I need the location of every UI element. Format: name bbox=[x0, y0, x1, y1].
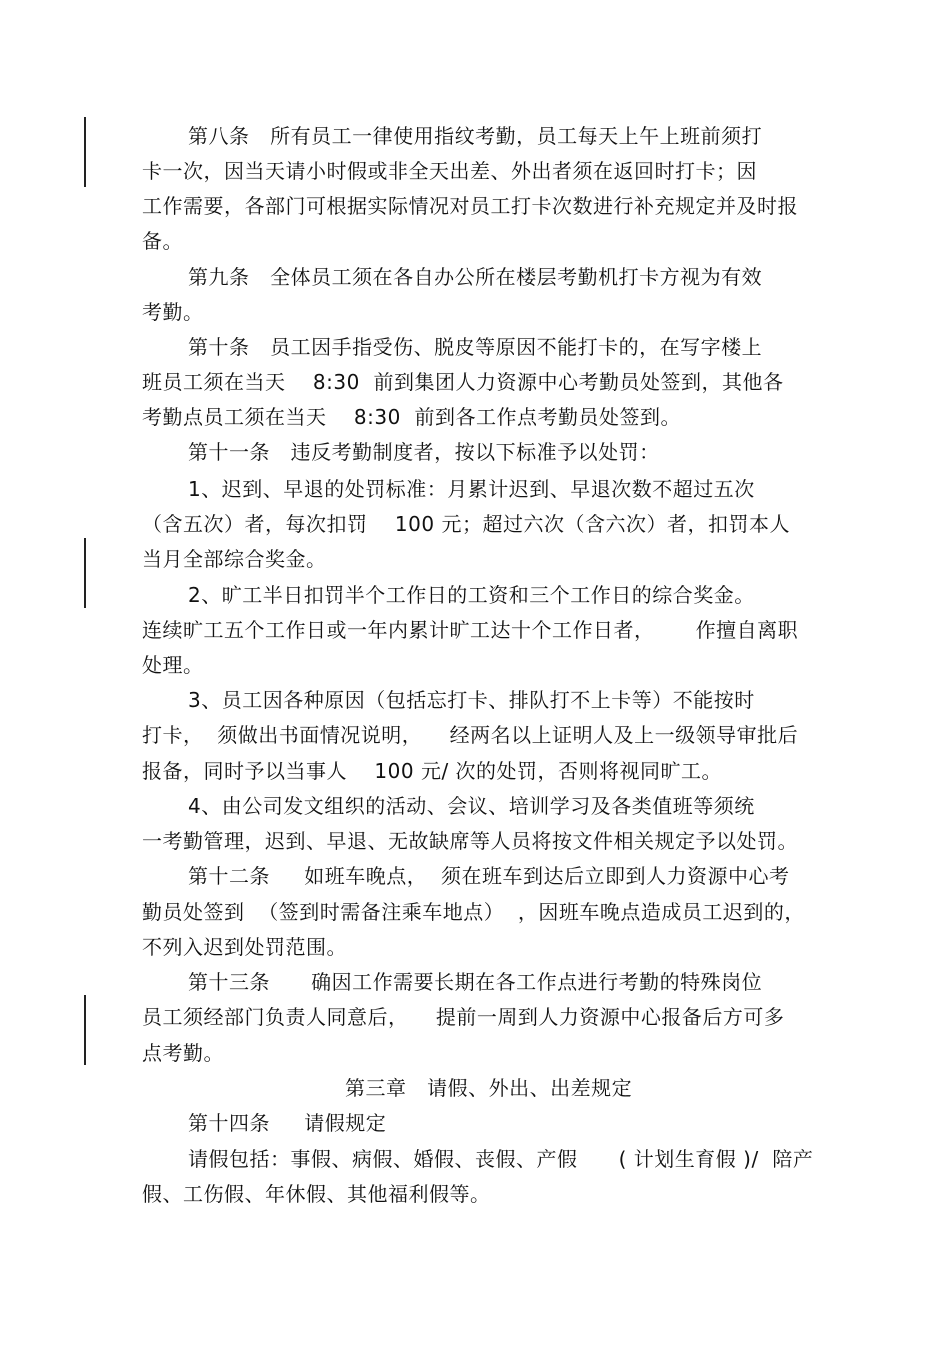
body-line: 班员工须在当天 8:30 前到集团人力资源中心考勤员处签到，其他各 bbox=[142, 370, 784, 394]
body-line: 卡一次，因当天请小时假或非全天出差、外出者须在返回时打卡；因 bbox=[142, 159, 757, 183]
body-line: 打卡， 须做出书面情况说明， 经两名以上证明人及上一级领导审批后 bbox=[142, 723, 799, 747]
body-line: 点考勤。 bbox=[142, 1041, 224, 1065]
list-item-4: 4、由公司发文组织的活动、会议、培训学习及各类值班等须统 bbox=[188, 794, 755, 818]
list-item-2: 2、旷工半日扣罚半个工作日的工资和三个工作日的综合奖金。 bbox=[188, 583, 755, 607]
article-13-line: 第十三条 确因工作需要长期在各工作点进行考勤的特殊岗位 bbox=[188, 970, 763, 994]
article-10-line: 第十条 员工因手指受伤、脱皮等原因不能打卡的，在写字楼上 bbox=[188, 335, 763, 359]
revision-bar bbox=[84, 117, 86, 187]
list-item-3: 3、员工因各种原因（包括忘打卡、排队打不上卡等）不能按时 bbox=[188, 688, 755, 712]
body-line: 考勤点员工须在当天 8:30 前到各工作点考勤员处签到。 bbox=[142, 405, 682, 429]
body-line: 报备，同时予以当事人 100 元/ 次的处罚，否则将视同旷工。 bbox=[142, 759, 723, 783]
article-11-line: 第十一条 违反考勤制度者，按以下标准予以处罚： bbox=[188, 440, 660, 464]
list-item-1: 1、迟到、早退的处罚标准：月累计迟到、早退次数不超过五次 bbox=[188, 477, 755, 501]
body-line: 连续旷工五个工作日或一年内累计旷工达十个工作日者， 作擅自离职 bbox=[142, 618, 799, 642]
chapter-3-heading: 第三章 请假、外出、出差规定 bbox=[345, 1076, 633, 1100]
body-line: 员工须经部门负责人同意后， 提前一周到人力资源中心报备后方可多 bbox=[142, 1005, 785, 1029]
body-line: 当月全部综合奖金。 bbox=[142, 547, 327, 571]
body-line: 不列入迟到处罚范围。 bbox=[142, 935, 347, 959]
article-8-line: 第八条 所有员工一律使用指纹考勤，员工每天上午上班前须打 bbox=[188, 124, 763, 148]
body-line: 工作需要，各部门可根据实际情况对员工打卡次数进行补充规定并及时报 bbox=[142, 194, 798, 218]
body-line: 假、工伤假、年休假、其他福利假等。 bbox=[142, 1182, 491, 1206]
body-line: 处理。 bbox=[142, 653, 204, 677]
body-line: 勤员处签到 （签到时需备注乘车地点） ，因班车晚点造成员工迟到的， bbox=[142, 900, 805, 924]
leave-types-line: 请假包括：事假、病假、婚假、丧假、产假 ( 计划生育假 )/ 陪产 bbox=[188, 1147, 814, 1171]
revision-bar bbox=[84, 538, 86, 608]
body-line: 考勤。 bbox=[142, 300, 204, 324]
article-12-line: 第十二条 如班车晚点， 须在班车到达后立即到人力资源中心考 bbox=[188, 864, 790, 888]
body-line: 一考勤管理，迟到、早退、无故缺席等人员将按文件相关规定予以处罚。 bbox=[142, 829, 798, 853]
body-line: 备。 bbox=[142, 229, 183, 253]
revision-bar bbox=[84, 995, 86, 1065]
body-line: （含五次）者，每次扣罚 100 元；超过六次（含六次）者，扣罚本人 bbox=[142, 512, 790, 536]
article-14-heading: 第十四条 请假规定 bbox=[188, 1111, 387, 1135]
article-9-line: 第九条 全体员工须在各自办公所在楼层考勤机打卡方视为有效 bbox=[188, 265, 763, 289]
